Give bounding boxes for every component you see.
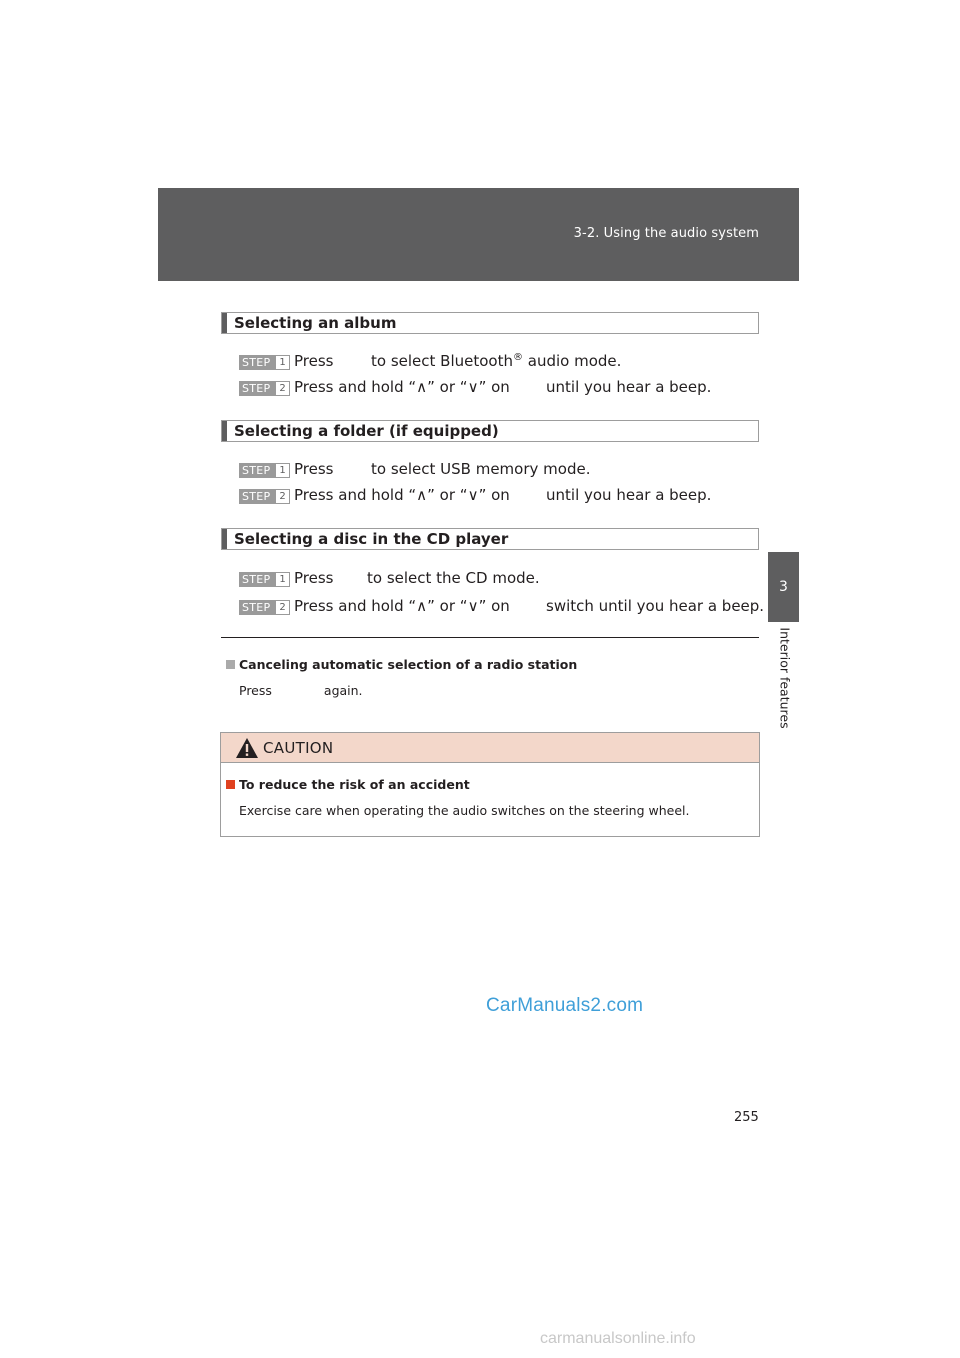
step-text: Press <box>294 569 334 587</box>
section-title: Selecting a disc in the CD player <box>234 530 509 548</box>
step-text: Press and hold “∧” or “∨” on <box>294 597 510 615</box>
square-bullet-icon <box>226 780 235 789</box>
step-badge: STEP 2 <box>239 381 290 396</box>
watermark: CarManuals2.com <box>486 995 644 1016</box>
step-badge: STEP 1 <box>239 463 290 478</box>
step-text: until you hear a beep. <box>546 378 712 396</box>
step-text: switch until you hear a beep. <box>546 597 765 615</box>
step-text: to select Bluetooth® audio mode. <box>371 352 622 370</box>
warning-icon <box>235 737 259 759</box>
step-text: Press and hold “∧” or “∨” on <box>294 378 510 396</box>
note-title: Canceling automatic selection of a radio station <box>226 657 577 672</box>
down-chevron-icon: ∨ <box>467 486 479 504</box>
step-text: to select the CD mode. <box>367 569 540 587</box>
down-chevron-icon: ∨ <box>467 378 479 396</box>
page-number: 255 <box>734 1110 759 1125</box>
section-title: Selecting an album <box>234 314 397 332</box>
footer-watermark: carmanualsonline.info <box>540 1330 696 1347</box>
step-text: Press and hold “∧” or “∨” on <box>294 486 510 504</box>
step-badge: STEP 1 <box>239 355 290 370</box>
chapter-label: Interior features <box>777 627 793 729</box>
section-header-disc <box>221 528 759 550</box>
down-chevron-icon: ∨ <box>467 597 479 615</box>
up-chevron-icon: ∧ <box>416 597 428 615</box>
chapter-tab <box>768 552 799 622</box>
section-title: Selecting a folder (if equipped) <box>234 422 499 440</box>
caution-header <box>221 733 759 763</box>
note-text: Press again. <box>239 683 363 698</box>
step-text: until you hear a beep. <box>546 486 712 504</box>
caution-item-text: Exercise care when operating the audio switches on the steering wheel. <box>239 803 690 818</box>
step-text: to select USB memory mode. <box>371 460 591 478</box>
step-badge: STEP 2 <box>239 600 290 615</box>
registered-mark: ® <box>512 352 523 363</box>
caution-item-title: To reduce the risk of an accident <box>226 777 470 792</box>
caution-box <box>220 732 760 837</box>
chapter-number: 3 <box>779 579 788 595</box>
caution-label: CAUTION <box>263 739 334 757</box>
section-header-folder <box>221 420 759 442</box>
step-badge: STEP 2 <box>239 489 290 504</box>
square-bullet-icon <box>226 660 235 669</box>
section-header-album <box>221 312 759 334</box>
header-band <box>158 188 799 281</box>
divider <box>221 637 759 638</box>
step-badge: STEP 1 <box>239 572 290 587</box>
up-chevron-icon: ∧ <box>416 378 428 396</box>
step-text: Press <box>294 460 334 478</box>
chapter-title: 3-2. Using the audio system <box>573 226 759 241</box>
step-text: Press <box>294 352 334 370</box>
up-chevron-icon: ∧ <box>416 486 428 504</box>
